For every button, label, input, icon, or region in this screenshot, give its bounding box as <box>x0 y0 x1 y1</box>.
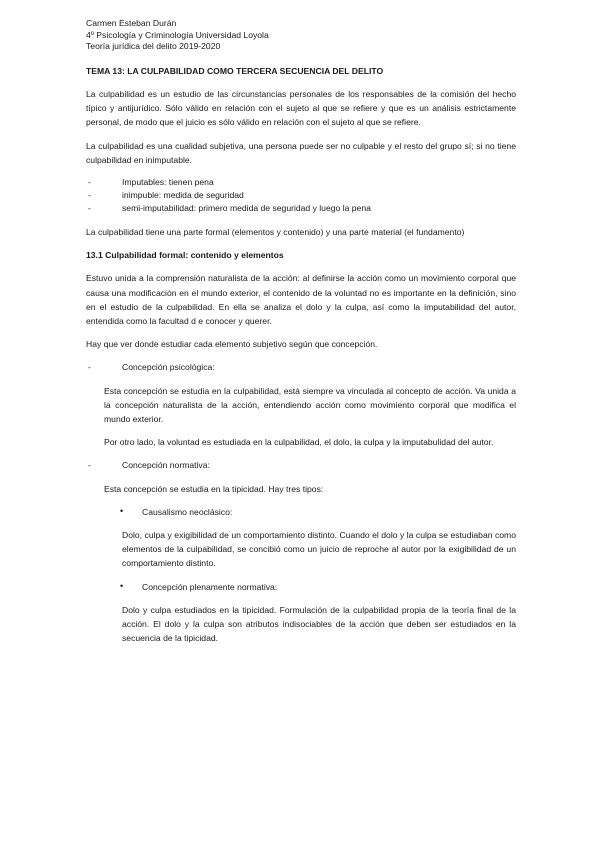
document-title: TEMA 13: LA CULPABILIDAD COMO TERCERA SECUENCIA DEL DELITO <box>86 65 384 76</box>
intro-paragraph-2: La culpabilidad es una cualidad subjetiva, una persona puede ser no culpable y el resto del grupo sí; si no tiene culpabilidad en inimputable. <box>86 140 516 165</box>
dash-marker: - <box>88 203 91 213</box>
list-item: - inimpuble: medida de seguridad <box>88 190 244 200</box>
subject-name: Teoría jurídica del delito 2019-2020 <box>86 41 221 52</box>
document-content <box>86 18 516 654</box>
full-normative-item <box>86 580 516 594</box>
section-heading: 13.1 Culpabilidad formal: contenido y elementos <box>86 250 284 261</box>
psychological-conception-label: Concepción psicológica: <box>122 362 215 373</box>
full-normative-paragraph: Dolo y culpa estudiados en la tipicidad. Formulación de la culpabilidad propia de la teoría final de la acción. El dolo y la culpa son atributos indisociables de la acción que deben ser estudiados en la secuencia de la tipicidad. <box>122 604 516 644</box>
dash-marker: - <box>88 190 91 200</box>
neoclassical-item <box>86 505 516 519</box>
dash-marker: - <box>88 460 91 471</box>
list-item: - semi-imputabilidad: primero medida de seguridad y luego la pena <box>88 203 371 213</box>
intro-paragraph-1: La culpabilidad es un estudio de las circunstancias personales de los responsables de la comisión del hecho típico y antijurídico. Sólo válido en relación con el sujeto al que se refiere y que es un análisis estrictamente personal, de modo que el juicio es sólo válido en relación con el sujeto al que se refiere. <box>86 88 516 128</box>
list-item: - Imputables: tienen pena <box>88 177 214 187</box>
psychological-conception-item <box>86 360 516 374</box>
full-normative-label: Concepción plenamente normativa: <box>142 581 278 592</box>
author-name: Carmen Esteban Durán <box>86 18 177 28</box>
formal-material-paragraph: La culpabilidad tiene una parte formal (elementos y contenido) y una parte material (el fundamento) <box>86 227 465 237</box>
dash-marker: - <box>88 177 91 187</box>
dash-marker: - <box>88 362 91 373</box>
normative-conception-item <box>86 458 516 472</box>
psychological-paragraph-1: Esta concepción se estudia en la culpabilidad, está siempre va vinculada al concepto de acción. Va unida a la concepción naturalista de la acción, entendiendo acción como movimiento corporal que modifica el mundo exterior. <box>104 385 516 425</box>
imputability-list <box>86 176 516 215</box>
psychological-paragraph-2: Por otro lado, la voluntad es estudiada en la culpabilidad, el dolo, la culpa y la imputabulidad del autor. <box>104 437 494 448</box>
section-paragraph-1: Estuvo unida a la comprensión naturalista de la acción: al definirse la acción como un movimiento corporal que causa una modificación en el mundo exterior, el contenido de la voluntad no es importante en la definición, sino en el estudio de la culpabilidad. En ella se analiza el dolo y la culpa, así como la imputabilidad del autor, entendida como la facultad d e conocer y querer. <box>86 273 516 327</box>
normative-intro: Esta concepción se estudia en la tipicidad. Hay tres tipos: <box>104 483 324 494</box>
section-paragraph-2: Hay que ver donde estudiar cada elemento subjetivo según que concepción. <box>86 339 378 350</box>
course-name: 4º Psicología y Criminología Universidad Loyola <box>86 29 269 40</box>
bullet-marker: • <box>120 505 124 516</box>
neoclassical-label: Causalismo neoclásico: <box>142 506 233 517</box>
bullet-marker: • <box>120 580 124 591</box>
normative-conception-label: Concepción normativa: <box>122 460 210 471</box>
document-header <box>86 18 516 53</box>
neoclassical-paragraph: Dolo, culpa y exigibilidad de un comportamiento distinto. Cuando el dolo y la culpa se estudiaban como elementos de la culpabilidad, se concibió como un juicio de reproche al autor por la exigibilidad de un comportamiento distinto. <box>122 530 516 569</box>
